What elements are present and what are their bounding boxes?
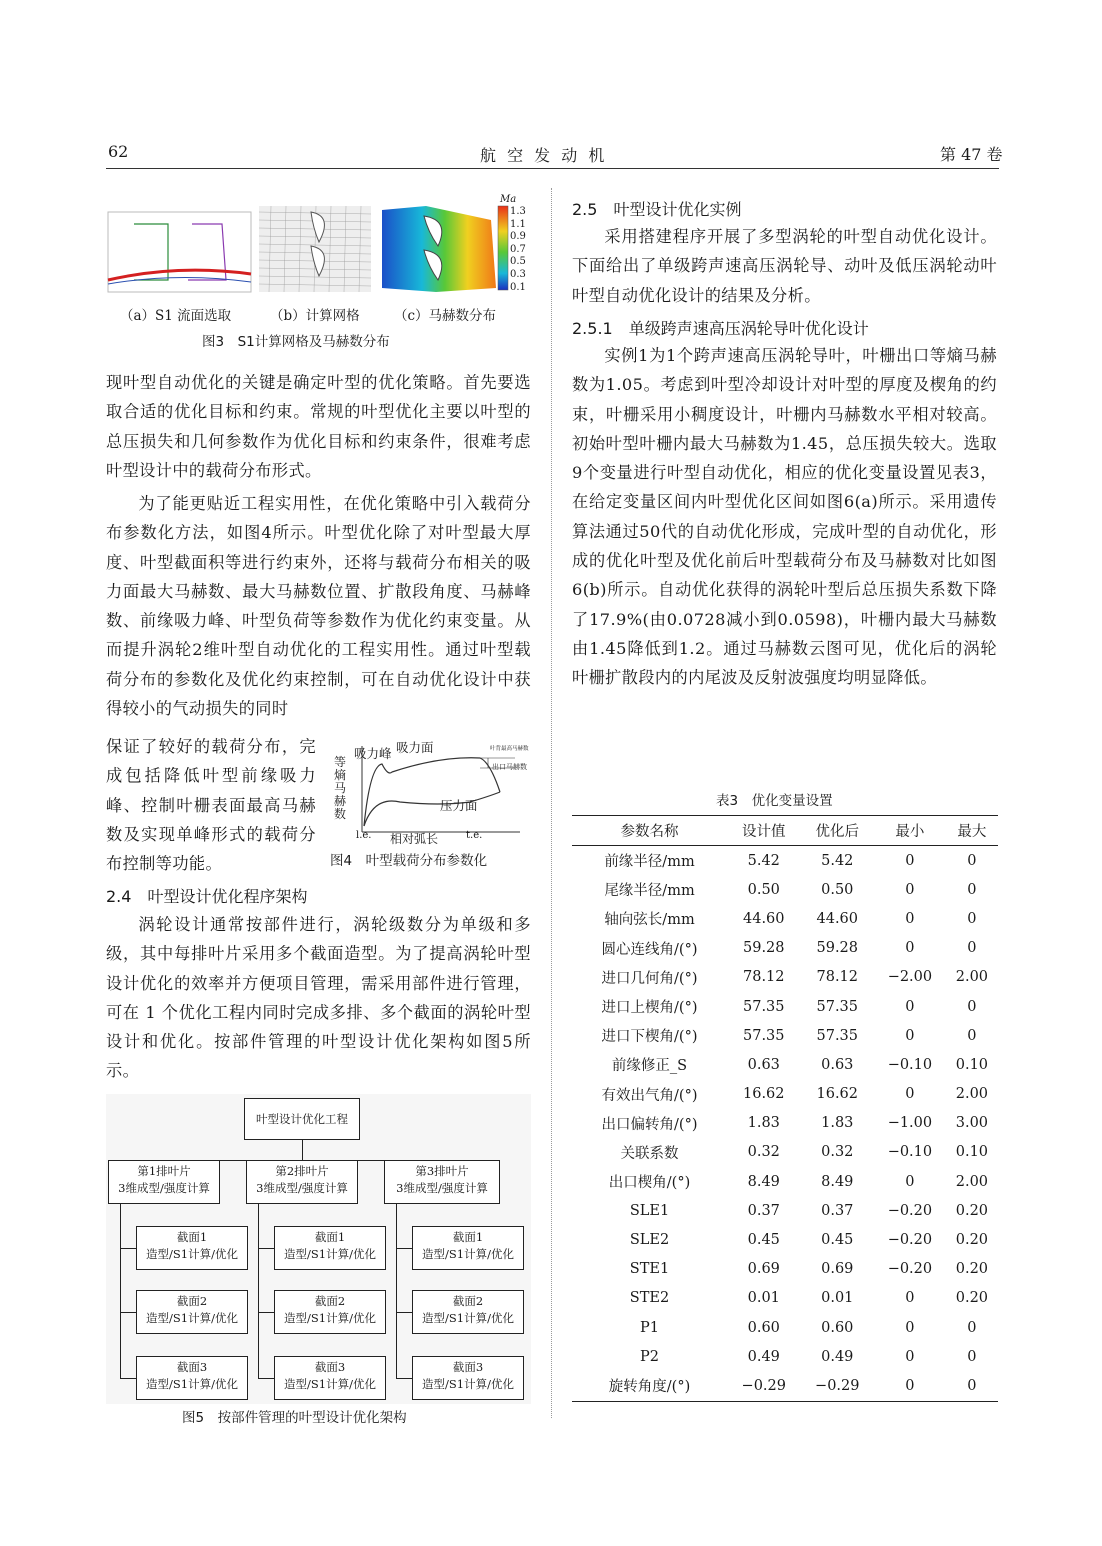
table-cell: 1.83 — [821, 1115, 854, 1132]
table-cell: 0 — [874, 1371, 946, 1401]
column-divider — [551, 188, 552, 1418]
table-cell: 0.32 — [821, 1144, 854, 1161]
table-row — [572, 1313, 998, 1342]
table-cell: 2.00 — [955, 969, 989, 986]
volume-label: 第 47 卷 — [940, 145, 1003, 164]
table-cell: 尾缘半径/mm — [604, 883, 695, 900]
fig5-r2-section3-box: 截面3 造型/S1计算/优化 — [274, 1356, 386, 1400]
table-cell: 出口楔角/(°) — [608, 1175, 691, 1192]
table-row — [572, 992, 998, 1021]
table-row — [572, 1196, 998, 1225]
table-row — [572, 1225, 998, 1254]
table-3 — [572, 815, 998, 1402]
table-cell: −0.20 — [887, 1261, 933, 1278]
table-row — [572, 1371, 998, 1401]
table-header-row: 参数名称 设计值 优化后 最小 最大 — [572, 816, 998, 846]
table-cell: 0.63 — [821, 1056, 854, 1073]
table-cell: 0 — [967, 910, 977, 927]
fig3-caption: 图3 S1计算网格及马赫数分布 — [202, 334, 390, 350]
page-number: 62 — [108, 142, 129, 161]
fig3c-mach-contour — [382, 206, 508, 292]
table-cell: −1.00 — [887, 1115, 933, 1132]
table-cell: 前缘修正_S — [611, 1058, 688, 1075]
table-cell: 0.63 — [747, 1056, 780, 1073]
table-cell: 前缘半径/mm — [604, 854, 695, 871]
table-cell: 0 — [905, 1290, 915, 1307]
table-cell: 0 — [905, 881, 915, 898]
header-rule — [106, 168, 999, 169]
fig4-xlabel: 相对弧长 — [390, 832, 439, 846]
table-row — [572, 1167, 998, 1196]
table-cell: P2 — [640, 1348, 659, 1365]
fig5-row1-box: 第1排叶片 3维成型/强度计算 — [108, 1160, 220, 1204]
table-cell: 0.01 — [747, 1290, 780, 1307]
table-cell: 0 — [967, 1348, 977, 1365]
table-cell: 0 — [905, 1173, 915, 1190]
section-2-5-heading: 2.5 叶型设计优化实例 — [572, 200, 742, 219]
fig5-r1-section1-box: 截面1 造型/S1计算/优化 — [136, 1226, 248, 1270]
table-cell: 57.35 — [743, 998, 785, 1015]
table-cell: 78.12 — [816, 969, 859, 986]
table-cell: 16.62 — [743, 1086, 785, 1103]
fig4-pressure-side-label: 压力面 — [440, 798, 478, 813]
table-cell: 0 — [967, 940, 977, 957]
table-row — [572, 1138, 998, 1167]
section-2-4-heading: 2.4 叶型设计优化程序架构 — [106, 887, 308, 906]
table-cell: 57.35 — [743, 1027, 785, 1044]
table-cell: 1.83 — [747, 1115, 780, 1132]
table-cell: −0.29 — [727, 1371, 801, 1401]
table-cell: 0.37 — [747, 1202, 780, 1219]
table-cell: 0 — [905, 940, 915, 957]
table-cell: 0 — [905, 1348, 915, 1365]
left-para-2: 为了能更贴近工程实用性，在优化策略中引入载荷分布参数化方法，如图4所示。叶型优化除了对叶型最大厚度、叶型截面积等进行约束外，还将与载荷分布相关的吸力面最大马赫数、最大马赫数位置、扩散段角度、马赫峰数、前缘吸力峰、叶型负荷等参数作为优化约束变量。从而提升涡轮2维叶型自动优化的工程实用性。通过叶型载荷分布的参数化及优化约束控制，可在自动优化设计中获得较小的气动损失的同时 — [106, 494, 531, 719]
table-cell: 44.60 — [743, 910, 785, 927]
table-cell: 0.37 — [821, 1202, 854, 1219]
fig4-ylabel: 等熵马赫数 — [334, 755, 347, 821]
table-cell: −0.10 — [887, 1056, 933, 1073]
table-cell: 0 — [967, 852, 977, 869]
table-cell: 0.32 — [747, 1144, 780, 1161]
table-row — [572, 846, 998, 876]
table-cell: 0.20 — [955, 1261, 989, 1278]
fig5-r1-section2-box: 截面2 造型/S1计算/优化 — [136, 1290, 248, 1334]
fig4-suction-side-label: 吸力面 — [396, 740, 434, 755]
table-cell: STE2 — [629, 1290, 670, 1307]
fig4-max-mach-label: 叶背最高马赫数 — [490, 746, 529, 752]
fig5-r1-section3-box: 截面3 造型/S1计算/优化 — [136, 1356, 248, 1400]
fig4-caption: 图4 叶型载荷分布参数化 — [330, 853, 488, 869]
table-row — [572, 1080, 998, 1109]
table-cell: 旋转角度/(°) — [572, 1371, 727, 1401]
table-cell: 59.28 — [743, 940, 785, 957]
table-row — [572, 1021, 998, 1050]
figure-3 — [106, 192, 531, 352]
right-para-2: 实例1为1个跨声速高压涡轮导叶，叶栅出口等熵马赫数为1.05。考虑到叶型冷却设计对叶型的厚度及楔角的约束，叶栅采用小稠度设计，叶栅内马赫数水平相对较高。初始叶型叶栅内最大马赫数为1.45，总压损失较大。选取9个变量进行叶型自动优化，相应的优化变量设置见表3，在给定变量区间内叶型优化区间如图6(a)所示。采用遗传算法通过50代的自动优化形成，完成叶型的自动优化，形成的优化叶型及优化前后叶型载荷分布及马赫数对比如图6(b)所示。自动优化获得的涡轮叶型后总压损失系数下降了17.9%(由0.0728减小到0.0598)，叶栅内最大马赫数由1.45降低到1.2。通过马赫数云图可见，优化后的涡轮叶栅扩散段内的内尾波及反射波强度均明显降低。 — [572, 346, 997, 688]
section-2-5-1-heading: 2.5.1 单级跨声速高压涡轮导叶优化设计 — [572, 319, 869, 338]
table-cell: 57.35 — [816, 1027, 859, 1044]
table-cell: 0.20 — [955, 1290, 989, 1307]
table-cell: 59.28 — [816, 940, 859, 957]
table-cell: 0.49 — [821, 1348, 854, 1365]
table-cell: 0 — [905, 910, 915, 927]
table-cell: 0.01 — [821, 1290, 854, 1307]
table-cell: 0 — [967, 998, 977, 1015]
table-cell: 进口下楔角/(°) — [601, 1029, 698, 1046]
fig3c-caption: （c）马赫数分布 — [394, 308, 497, 324]
fig4-le-label: l.e. — [356, 830, 372, 841]
table-cell: 5.42 — [821, 852, 854, 869]
fig4-suction-peak-label: 吸力峰 — [354, 746, 392, 761]
journal-title: 航 空 发 动 机 — [480, 146, 608, 165]
fig5-row3-box: 第3排叶片 3维成型/强度计算 — [384, 1160, 500, 1204]
fig5-r3-section3-box: 截面3 造型/S1计算/优化 — [412, 1356, 524, 1400]
table-cell: 0.60 — [747, 1319, 780, 1336]
fig4-te-label: t.e. — [466, 830, 483, 841]
figure-4 — [330, 736, 530, 871]
table-cell: −0.29 — [801, 1371, 875, 1401]
table-row — [572, 1342, 998, 1371]
fig5-r3-section1-box: 截面1 造型/S1计算/优化 — [412, 1226, 524, 1270]
fig3a-caption: （a）S1 流面选取 — [120, 308, 232, 324]
fig3a-stream-surface — [108, 212, 251, 292]
table-row — [572, 1284, 998, 1313]
table-cell: 关联系数 — [620, 1145, 679, 1162]
fig4-exit-mach-label: 出口马赫数 — [492, 763, 527, 771]
table-cell: 3.00 — [955, 1115, 989, 1132]
table-cell: SLE2 — [629, 1232, 670, 1249]
table-cell: STE1 — [629, 1261, 670, 1278]
figure-5 — [106, 1094, 531, 1404]
table-cell: 0 — [967, 881, 977, 898]
table-cell: 0.20 — [955, 1232, 989, 1249]
table-cell: 44.60 — [816, 910, 859, 927]
table-cell: 0 — [946, 1371, 998, 1401]
table-cell: 0.10 — [955, 1144, 989, 1161]
table-cell: 有效出气角/(°) — [601, 1087, 698, 1104]
table-cell: 2.00 — [955, 1086, 989, 1103]
table-cell: 0 — [905, 998, 915, 1015]
table-cell: 0 — [905, 852, 915, 869]
table-cell: 0.50 — [747, 881, 780, 898]
table-cell: 16.62 — [816, 1086, 859, 1103]
table-cell: 0.49 — [747, 1348, 780, 1365]
table-cell: 0 — [905, 1027, 915, 1044]
table-cell: 0 — [967, 1319, 977, 1336]
table-cell: 轴向弦长/mm — [604, 912, 695, 929]
right-para-1: 采用搭建程序开展了多型涡轮的叶型自动优化设计。下面给出了单级跨声速高压涡轮导、动叶及低压涡轮动叶叶型自动优化设计的结果及分析。 — [572, 227, 997, 305]
table-cell: 出口偏转角/(°) — [601, 1116, 698, 1133]
fig5-row2-box: 第2排叶片 3维成型/强度计算 — [246, 1160, 358, 1204]
table-cell: −2.00 — [887, 969, 933, 986]
table-cell: 8.49 — [821, 1173, 854, 1190]
table-cell: 0.50 — [821, 881, 854, 898]
left-para-1: 现叶型自动优化的关键是确定叶型的优化策略。首先要选取合适的优化目标和约束。常规的叶型优化主要以叶型的总压损失和几何参数作为优化目标和约束条件，很难考虑叶型设计中的载荷分布形式。 — [106, 373, 531, 480]
table-cell: 圆心连线角/(°) — [601, 941, 698, 958]
table-row — [572, 904, 998, 933]
table-row — [572, 1255, 998, 1284]
table-cell: 0.60 — [821, 1319, 854, 1336]
table-cell: −0.10 — [887, 1144, 933, 1161]
fig5-r3-section2-box: 截面2 造型/S1计算/优化 — [412, 1290, 524, 1334]
fig5-caption: 图5 按部件管理的叶型设计优化架构 — [182, 1410, 407, 1426]
table-cell: 0.45 — [747, 1232, 780, 1249]
fig5-r2-section2-box: 截面2 造型/S1计算/优化 — [274, 1290, 386, 1334]
table-cell: 8.49 — [747, 1173, 780, 1190]
table-cell: SLE1 — [629, 1202, 670, 1219]
table-cell: 0 — [967, 1027, 977, 1044]
table-cell: 78.12 — [743, 969, 785, 986]
table-row — [572, 934, 998, 963]
table-cell: −0.20 — [887, 1232, 933, 1249]
table-row — [572, 875, 998, 904]
table-cell: 0 — [905, 1086, 915, 1103]
left-para-2-cont: 保证了较好的载荷分布，完成包括降低叶型前缘吸力峰、控制叶栅表面最高马赫数及实现单峰形式的载荷分布控制等功能。 — [106, 737, 316, 874]
table-cell: P1 — [640, 1319, 659, 1336]
table-cell: 0 — [905, 1319, 915, 1336]
table-row — [572, 1109, 998, 1138]
table-cell: 0.20 — [955, 1202, 989, 1219]
table-cell: 0.69 — [747, 1261, 780, 1278]
table-cell: −0.20 — [887, 1202, 933, 1219]
fig3-images — [106, 192, 531, 352]
table-cell: 0.45 — [821, 1232, 854, 1249]
fig3b-grid — [259, 206, 371, 292]
table-cell: 进口几何角/(°) — [601, 970, 698, 987]
table3-caption: 表3 优化变量设置 — [716, 793, 833, 809]
left-para-3: 涡轮设计通常按部件进行，涡轮级数分为单级和多级，其中每排叶片采用多个截面造型。为了提高涡轮叶型设计优化的效率并方便项目管理，需采用部件进行管理，可在 1 个优化工程内同时完成多排、多个截面的涡轮叶型设计和优化。按部件管理的叶型设计优化架构如图5所示。 — [106, 915, 531, 1081]
colorbar-title: Ma — [500, 194, 517, 205]
fig5-root-box: 叶型设计优化工程 — [244, 1098, 360, 1140]
fig5-r2-section1-box: 截面1 造型/S1计算/优化 — [274, 1226, 386, 1270]
table-cell: 2.00 — [955, 1173, 989, 1190]
table-cell: 进口上楔角/(°) — [601, 1000, 698, 1017]
table-cell: 0.10 — [955, 1056, 989, 1073]
table-row — [572, 963, 998, 992]
table-cell: 0.69 — [821, 1261, 854, 1278]
table-cell: 57.35 — [816, 998, 859, 1015]
table-cell: 5.42 — [747, 852, 780, 869]
table-row — [572, 1050, 998, 1079]
colorbar-ticks: 1.3 1.1 0.9 0.7 0.5 0.3 0.1 — [510, 206, 526, 293]
fig3b-caption: （b）计算网格 — [270, 308, 360, 324]
